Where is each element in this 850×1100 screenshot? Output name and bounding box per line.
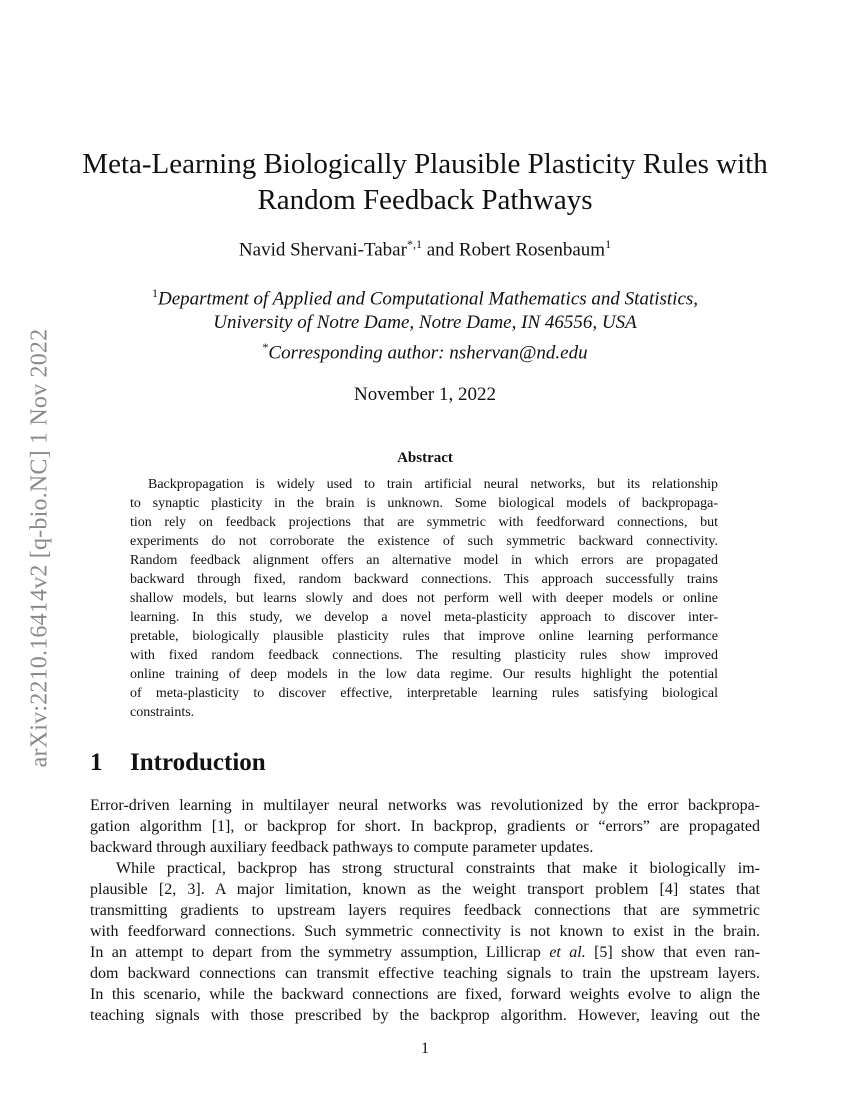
paragraph-2-line xyxy=(90,942,760,963)
section-heading-introduction xyxy=(90,749,266,777)
abstract-line: backward through fixed, random backward connections. This approach successfully trains xyxy=(130,572,718,587)
paragraph-2-line-5-end: [5] show that even ran- xyxy=(585,944,761,961)
affiliation-mark: 1 xyxy=(151,286,158,300)
paper-title xyxy=(0,146,850,218)
introduction-body xyxy=(90,795,760,1026)
abstract-line: to synaptic plasticity in the brain is unknown. Some biological models of backpropaga- xyxy=(130,496,718,511)
paragraph-2-line-5-start: In an attempt to depart from the symmetry assumption, Lillicrap xyxy=(90,944,550,961)
paragraph-2-line: dom backward connections can transmit effective teaching signals to train the upstream layers. xyxy=(90,965,760,982)
paragraph-2-line: teaching signals with those prescribed by the backprop algorithm. However, leaving out the xyxy=(90,1007,760,1024)
abstract-line: Backpropagation is widely used to train artificial neural networks, but its relationship xyxy=(148,477,718,492)
affiliation-line-1 xyxy=(0,281,850,311)
abstract-line: constraints. xyxy=(130,705,195,720)
abstract-line: shallow models, but learns slowly and does not perform well with deeper models or online xyxy=(130,591,718,606)
paragraph-2-line: While practical, backprop has strong structural constraints that make it biologically im- xyxy=(116,860,760,877)
paragraph-1-line: gation algorithm [1], or backprop for short. In backprop, gradients or “errors” are propagated xyxy=(90,818,760,835)
abstract-line: pretable, biologically plausible plasticity rules that improve online learning performance xyxy=(130,629,718,644)
affiliations xyxy=(0,281,850,366)
arxiv-identifier-stamp: arXiv:2210.16414v2 [q-bio.NC] 1 Nov 2022 xyxy=(26,328,53,768)
author-1-name: Navid Shervani-Tabar xyxy=(238,239,407,261)
publication-date: November 1, 2022 xyxy=(354,384,496,405)
abstract-line: learning. In this study, we develop a novel meta-plasticity approach to discover inter- xyxy=(130,610,718,625)
corresponding-email: nshervan@nd.edu xyxy=(449,342,588,364)
author-2-affiliation-marks: 1 xyxy=(605,237,612,251)
page-number: 1 xyxy=(421,1040,429,1057)
paragraph-1-line: backward through auxiliary feedback pathways to compute parameter updates. xyxy=(90,839,594,856)
paragraph-2-line: In this scenario, while the backward connections are fixed, forward weights evolve to align the xyxy=(90,986,760,1003)
author-connector: and xyxy=(421,239,459,261)
author-1-affiliation-marks: *,1 xyxy=(406,237,422,251)
affiliation-department: Department of Applied and Computational Mathematics and Statistics, xyxy=(157,288,699,310)
abstract-line: Random feedback alignment offers an alternative model in which errors are propagated xyxy=(130,553,718,568)
section-number: 1 xyxy=(90,749,103,776)
abstract-line: tion rely on feedback projections that are symmetric with feedforward connections, but xyxy=(130,515,718,530)
paragraph-2-line: with feedforward connections. Such symmetric connectivity is not known to exist in the brain. xyxy=(90,923,760,940)
corresponding-mark: * xyxy=(262,340,269,355)
abstract-line: with fixed random feedback connections. The resulting plasticity rules show improved xyxy=(130,648,718,663)
abstract-line: of meta-plasticity to discover effective, interpretable learning rules satisfying biological xyxy=(130,686,718,701)
author-2-name: Robert Rosenbaum xyxy=(458,239,606,261)
title-line-2: Random Feedback Pathways xyxy=(257,184,593,216)
abstract-line: experiments do not corroborate the existence of such symmetric backward connectivity. xyxy=(130,534,718,549)
corresponding-author-line xyxy=(0,335,850,365)
citation-et-al: et al. xyxy=(549,944,586,961)
abstract-line: online training of deep models in the low data regime. Our results highlight the potential xyxy=(130,667,718,682)
abstract-heading: Abstract xyxy=(397,450,453,466)
paragraph-2-line: transmitting gradients to upstream layers requires feedback connections that are symmetric xyxy=(90,902,760,919)
affiliation-line-2: University of Notre Dame, Notre Dame, IN 46556, USA xyxy=(213,312,637,334)
corresponding-label: Corresponding author: xyxy=(268,342,450,364)
paragraph-2-line: plausible [2, 3]. A major limitation, known as the weight transport problem [4] states that xyxy=(90,881,760,898)
paragraph-1-line: Error-driven learning in multilayer neural networks was revolutionized by the error backpropa- xyxy=(90,797,760,814)
section-title: Introduction xyxy=(130,749,266,776)
abstract-body xyxy=(130,475,718,722)
title-line-1: Meta-Learning Biologically Plausible Plasticity Rules with xyxy=(82,148,768,180)
author-list xyxy=(0,237,850,261)
